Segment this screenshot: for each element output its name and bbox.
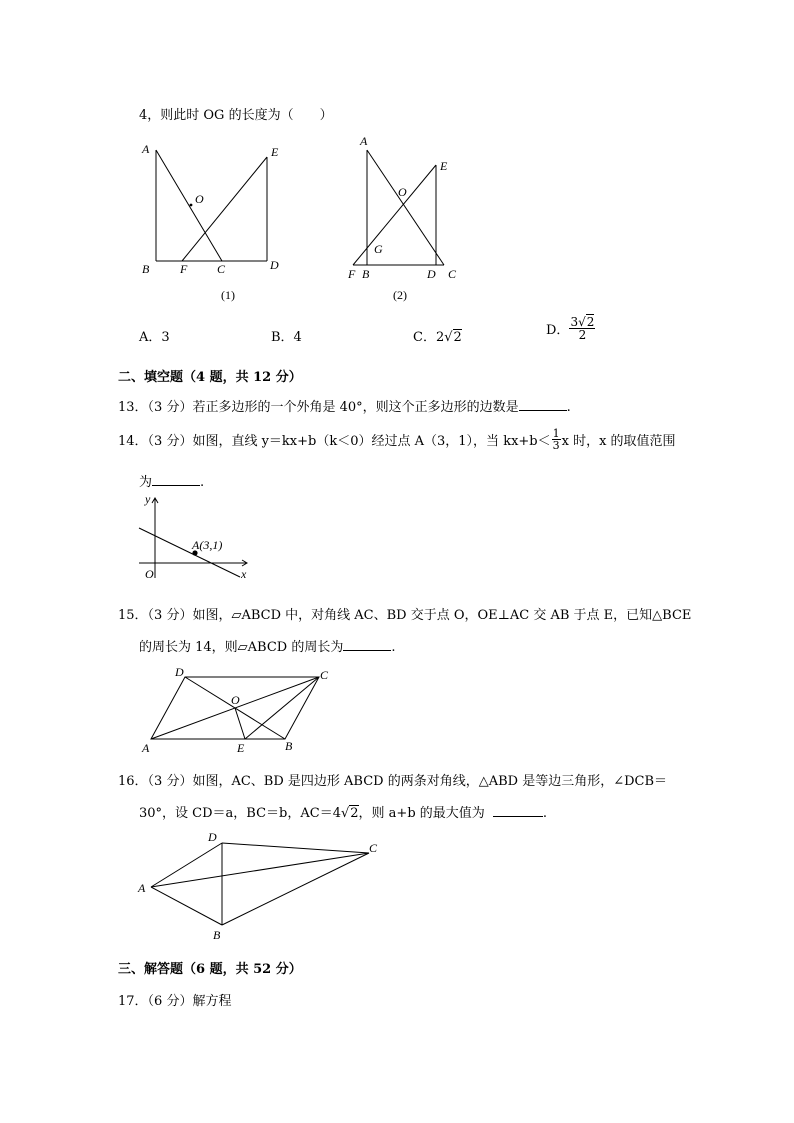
question-15-line-2 (139, 636, 396, 655)
q14-fraction (552, 428, 561, 451)
fig2-label-c: C (448, 267, 457, 281)
fig2-label-o: O (398, 185, 407, 199)
q15-line-ce (245, 677, 319, 739)
q12-option-d-num: 3 (570, 315, 579, 329)
q15-answer-blank[interactable] (343, 650, 391, 651)
section-2-heading: 二、填空题（4 题，共 12 分） (118, 370, 302, 385)
fig2-caption: (2) (393, 288, 407, 302)
fig2-line-ef (353, 165, 436, 265)
q15-label-c: C (320, 668, 329, 682)
question-16-line-1: 16．（3 分）如图，AC、BD 是四边形 ABCD 的两条对角线，△ABD 是等边三角形，∠DCB＝ (118, 774, 668, 789)
q12-figure-1 (130, 135, 300, 310)
fig1-line-ac (156, 150, 222, 261)
q14-line-ykxb (139, 528, 240, 577)
fig1-label-f: F (180, 262, 188, 276)
q16-label-d: D (208, 830, 217, 844)
q16-side-bc (222, 853, 369, 925)
q16-answer-blank[interactable] (493, 816, 543, 817)
question-14-line-2 (139, 471, 204, 490)
q12-option-c-radicand: 2 (453, 330, 462, 345)
q14-line1-a: 14．（3 分）如图，直线 y＝kx+b（k＜0）经过点 A（3，1），当 kx+b＜ (118, 434, 551, 449)
q15-label-o: O (231, 693, 240, 707)
q12-option-a: A．3 (139, 330, 170, 345)
question-13 (118, 396, 571, 415)
q15-label-b: B (285, 739, 293, 753)
fig1-label-b: B (142, 262, 150, 276)
question-16-line-2: 30°，设 CD＝a，BC＝b，AC＝4√2，则 a+b 的最大值为 . (139, 806, 548, 821)
q16-line2-a: 30°，设 CD＝a，BC＝b，AC＝4 (139, 806, 341, 821)
q13-end: . (566, 400, 571, 415)
q14-label-a: A(3,1) (192, 538, 223, 552)
q16-line2-b: ，则 a+b 的最大值为 (358, 806, 485, 821)
fig1-label-a: A (142, 142, 150, 156)
q13-answer-blank[interactable] (519, 410, 567, 411)
fig1-label-c: C (217, 262, 226, 276)
q14-figure (135, 490, 255, 585)
q14-label-y: y (145, 492, 151, 506)
fig1-label-d: D (270, 258, 279, 272)
fig1-line-ef (182, 157, 267, 261)
question-15-line-1: 15．（3 分）如图，▱ABCD 中，对角线 AC、BD 交于点 O，OE⊥AC 交 AB 于点 E，已知△BCE (118, 608, 692, 623)
q13-text: 13．（3 分）若正多边形的一个外角是 40°，则这个正多边形的边数是 (118, 400, 519, 415)
fig1-caption: (1) (221, 288, 235, 302)
fig2-label-d: D (427, 267, 436, 281)
q15-line-oe (235, 708, 245, 739)
fig1-label-e: E (271, 145, 279, 159)
fig1-label-o: O (195, 192, 204, 206)
q14-end: . (200, 475, 205, 490)
fig2-label-a: A (360, 134, 368, 148)
q14-line1-b: x 时，x 的取值范围 (561, 434, 676, 449)
q16-end: . (542, 806, 548, 821)
q16-label-c: C (369, 841, 378, 855)
q15-label-a: A (142, 741, 150, 755)
fig2-label-e: E (440, 159, 448, 173)
q14-frac-den: 3 (552, 439, 560, 452)
q14-answer-blank[interactable] (152, 485, 200, 486)
q12-option-d-radicand: 2 (586, 315, 595, 329)
fig1-point-o (190, 204, 193, 207)
q12-figure-2 (340, 130, 470, 310)
q15-label-d: D (175, 665, 184, 679)
section-3-heading: 三、解答题（6 题，共 52 分） (118, 962, 302, 977)
q12-tail-text: 4，则此时 OG 的长度为（ ） (139, 108, 333, 123)
q12-option-b: B．4 (271, 330, 302, 345)
q16-label-a: A (138, 881, 146, 895)
q12-option-d-den: 2 (578, 328, 587, 342)
q16-side-ad (151, 843, 222, 887)
q15-line2-a: 的周长为 14，则▱ABCD 的周长为 (139, 640, 344, 655)
fig2-label-b: B (362, 267, 370, 281)
q16-side-ab (151, 887, 222, 925)
q16-label-b: B (213, 928, 221, 942)
q12-option-c-prefix: C．2 (413, 330, 445, 345)
q15-figure (135, 662, 340, 757)
q16-side-dc (222, 843, 369, 853)
q14-line2-a: 为 (139, 475, 153, 490)
fig2-label-g: G (374, 242, 383, 256)
q16-diagonal-ac (151, 853, 369, 887)
q16-radicand: 2 (350, 806, 359, 821)
q12-option-c: C．2√2 (413, 330, 462, 345)
fig2-label-f: F (348, 267, 356, 281)
question-17: 17．（6 分）解方程 (118, 994, 232, 1009)
q14-frac-num: 1 (552, 427, 560, 440)
q16-figure (135, 826, 385, 946)
q15-label-e: E (237, 741, 245, 755)
question-14-line-1 (118, 428, 676, 451)
q14-label-x: x (241, 567, 247, 581)
q12-option-d-prefix: D． (546, 323, 570, 338)
q14-label-o: O (145, 567, 154, 581)
q15-end: . (391, 640, 396, 655)
q12-option-d-fraction: $\frac{3√2}{2}$ (570, 315, 595, 342)
q12-option-d (546, 316, 595, 341)
